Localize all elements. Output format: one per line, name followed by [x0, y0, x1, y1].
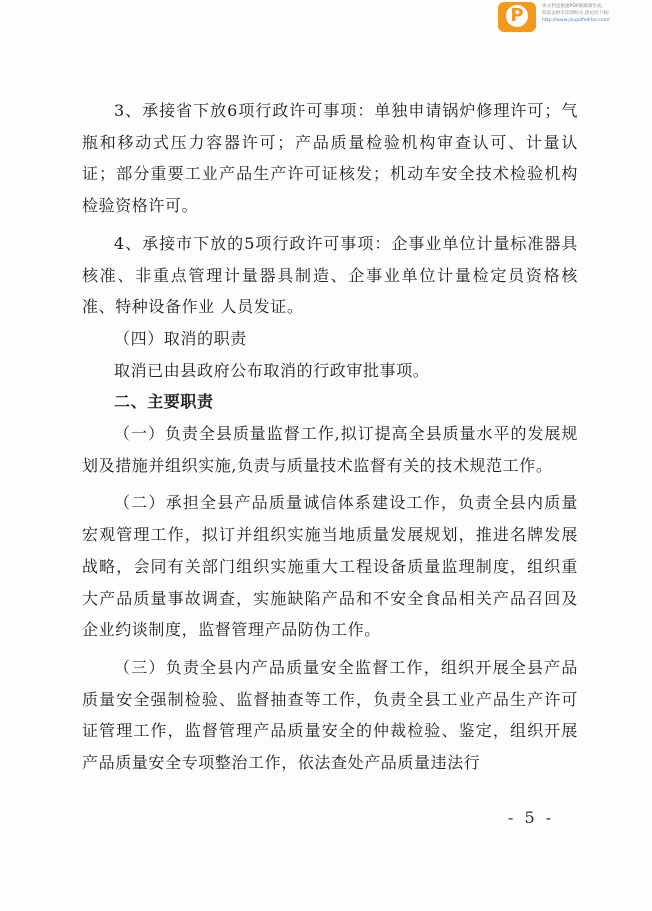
watermark-url: http://www.jisupdfeditor.com/: [542, 18, 610, 23]
paragraph-cancelled-duties: 取消已由县政府公布取消的行政审批事项。: [114, 360, 430, 380]
document-body: [82, 95, 578, 779]
watermark-line-1: 该文档是极速PDF编辑器生成,: [542, 4, 603, 9]
paragraph-item-3: 3、承接省下放6项行政许可事项：单独申请锅炉修理许可；气瓶和移动式压力容器许可；产品质量检验机构审查认可、计量认证；部分重要工业产品生产许可证核发；机动车安全技术检验机构检验资格许可。: [82, 101, 578, 216]
watermark-line-2: 如需去掉水印请购买,请访问下载:: [542, 11, 610, 16]
section-heading-main-duties: 二、主要职责: [114, 392, 214, 412]
paragraph-duty-3: （三）负责全县内产品质量安全监督工作，组织开展全县产品质量安全强制检验、监督抽查等工作，负责全县工业产品生产许可证管理工作，监督管理产品质量安全的仲裁检验、鉴定，组织开展产品质量安全专项整治工作，依法查处产品质量违法行: [82, 657, 578, 773]
watermark-text: [542, 3, 650, 24]
pdf-editor-logo-icon: P: [498, 2, 536, 32]
section-heading-cancelled-duties: （四）取消的职责: [114, 328, 247, 348]
page-number: - 5 -: [508, 808, 555, 827]
paragraph-item-4: 4、承接市下放的5项行政许可事项：企事业单位计量标准器具核准、非重点管理计量器具制造、企事业单位计量检定员资格核准、特种设备作业 人员发证。: [82, 233, 578, 317]
paragraph-duty-1: （一）负责全县质量监督工作,拟订提高全县质量水平的发展规划及措施并组织实施,负责与质量技术监督有关的技术规范工作。: [82, 424, 578, 475]
paragraph-duty-2: （二）承担全县产品质量诚信体系建设工作，负责全县内质量宏观管理工作，拟订并组织实施当地质量发展规划，推进名牌发展战略，会同有关部门组织实施重大工程设备质量监理制度，组织重大产品质量事故调查，实施缺陷产品和不安全食品相关产品召回及企业约谈制度，监督管理产品防伪工作。: [82, 493, 578, 640]
